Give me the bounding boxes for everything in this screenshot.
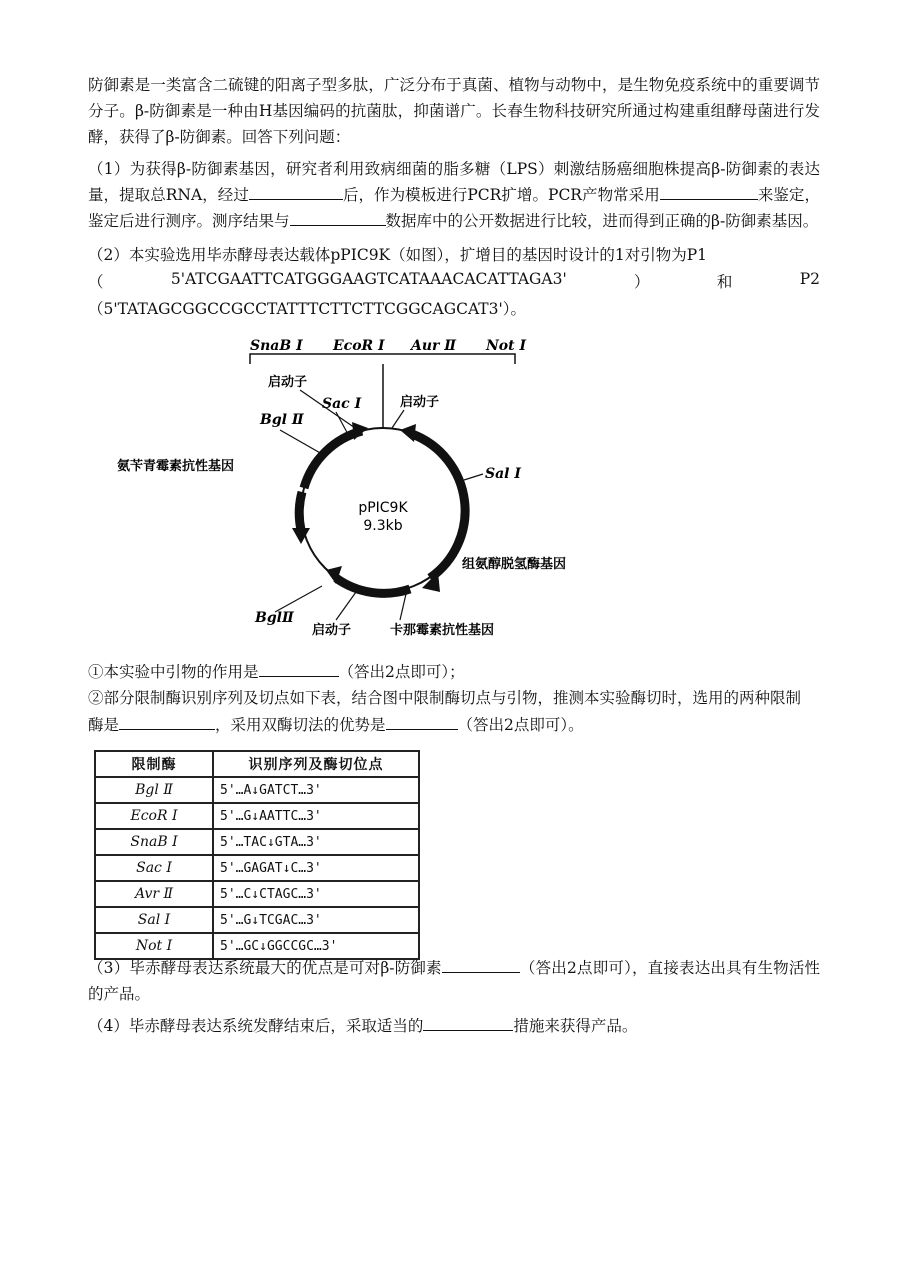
site-aur2-label: Aur Ⅱ <box>411 338 457 354</box>
neo-gene-label: 氨苄青霉素抗性基因 <box>117 459 235 474</box>
promoter-arc-left <box>304 431 362 488</box>
q2-sub2-text-a: ②部分限制酶识别序列及切点如下表，结合图中限制酶切点与引物，推测本实验酶切时，选用的两种限制 <box>88 689 802 707</box>
q2-sub-2-line-1 <box>88 686 820 708</box>
primer-p2-label: P2 <box>799 270 820 288</box>
q4-text-2: 措施来获得产品。 <box>513 1017 638 1035</box>
arrowhead-promoter-left <box>352 422 368 440</box>
table-row <box>95 803 419 829</box>
enzyme-sequence: 5'…G↓AATTC…3' <box>213 803 419 829</box>
enzyme-sequence: 5'…GC↓GGCCGC…3' <box>213 933 419 959</box>
q3-text-1: （3）毕赤酵母表达系统最大的优点是可对β-防御素 <box>88 959 442 977</box>
q2-sub2-text-d: （答出2点即可）。 <box>457 716 584 734</box>
plasmid-name: pPIC9K <box>358 500 408 516</box>
resistance-arc-left <box>299 492 302 530</box>
primer-p1-sequence: 5'ATCGAATTCATGGGAAGTCATAAACACATTAGA3' <box>170 270 567 288</box>
q2-sub-1 <box>88 660 820 682</box>
sac1-label: Sac Ⅰ <box>322 396 362 412</box>
q2-sub1-blank[interactable] <box>259 660 339 677</box>
intro-text: 防御素是一类富含二硫键的阳离子型多肽，广泛分布于真菌、植物与动物中，是生物免疫系统中的重要调节分子。β-防御素是一种由H基因编码的抗菌肽，抑菌谱广。长春生物科技研究所通过构建重组酵母菌进行发酵，获得了β-防御素。回答下列问题： <box>88 76 820 146</box>
site-ecor1-label: EcoR Ⅰ <box>333 338 385 354</box>
promoter-pointer-bottom <box>336 592 356 620</box>
enzyme-name: Sal Ⅰ <box>95 907 213 933</box>
enzyme-sequence: 5'…A↓GATCT…3' <box>213 777 419 803</box>
q4-text-1: （4）毕赤酵母表达系统发酵结束后，采取适当的 <box>88 1017 424 1035</box>
q2-line-1 <box>88 243 820 265</box>
enzyme-name: Not Ⅰ <box>95 933 213 959</box>
enzyme-sequence: 5'…G↓TCGAC…3' <box>213 907 419 933</box>
table-header-enzyme: 限制酶 <box>95 751 213 777</box>
plasmid-map-diagram <box>100 330 620 650</box>
q2-and: 和 <box>716 273 733 291</box>
promoter-label-top: 启动子 <box>268 375 308 390</box>
q3-blank[interactable] <box>442 956 520 973</box>
table-header-row <box>95 751 419 777</box>
bgl2-top-label: Bgl Ⅱ <box>260 412 304 428</box>
mcs-bracket <box>250 354 515 364</box>
q2-p2-line <box>88 297 820 319</box>
q2-sub-2-line-2 <box>88 713 820 735</box>
sal1-label: Sal Ⅰ <box>485 466 521 482</box>
q2-paren-open: （ <box>88 273 104 291</box>
table-row <box>95 907 419 933</box>
q1-text-4: 数据库中的公开数据进行比较，进而得到正确的β-防御素基因。 <box>385 212 819 230</box>
primer-p2-sequence: （5'TATAGCGGCCGCCTATTTCTTCTTCGGCAGCAT3'）。 <box>88 300 527 318</box>
intro-paragraph <box>88 72 820 150</box>
enzyme-sequence: 5'…TAC↓GTA…3' <box>213 829 419 855</box>
restriction-enzyme-table <box>94 750 420 960</box>
question-1 <box>88 156 820 234</box>
q1-text-3: 来鉴定，鉴定后进行测序。测序结果与 <box>88 186 820 230</box>
q2-text-1: （2）本实验选用毕赤酵母表达载体pPIC9K（如图），扩增目的基因时设计的1对引物为P1 <box>88 246 708 264</box>
q3-text-2: （答出2点即可），直接表达出具有生物活性的产品。 <box>88 959 820 1003</box>
enzyme-name: Bgl Ⅱ <box>95 777 213 803</box>
table-row <box>95 829 419 855</box>
q1-blank-2[interactable] <box>660 183 758 200</box>
table-row <box>95 881 419 907</box>
bgl2-bottom-label: BglⅡ <box>255 610 294 626</box>
q2-primer-line <box>88 270 820 292</box>
promoter-label-bottom: 启动子 <box>312 623 352 638</box>
q2-sub1-text-a: ①本实验中引物的作用是 <box>88 663 259 681</box>
q2-sub2-text-c: ，采用双酶切法的优势是 <box>215 716 386 734</box>
question-3 <box>88 955 820 1007</box>
q2-sub2-blank-1[interactable] <box>119 713 215 730</box>
q1-blank-3[interactable] <box>290 209 386 226</box>
site-snab1-label: SnaB Ⅰ <box>250 338 303 354</box>
bgl2-bottom-pointer <box>275 586 322 612</box>
arrowhead-promoter-right <box>400 424 416 442</box>
promoter-pointer-right <box>392 410 404 428</box>
kan-gene-label: 卡那霉素抗性基因 <box>390 623 495 638</box>
q2-sub2-blank-2[interactable] <box>386 713 458 730</box>
his-gene-label: 组氨醇脱氢酶基因 <box>462 557 567 572</box>
enzyme-sequence: 5'…GAGAT↓C…3' <box>213 855 419 881</box>
q1-blank-1[interactable] <box>249 183 343 200</box>
question-4 <box>88 1014 820 1036</box>
kan-gene-pointer <box>400 594 406 620</box>
enzyme-sequence: 5'…C↓CTAGC…3' <box>213 881 419 907</box>
kan-gene-arc <box>336 578 410 593</box>
site-not1-label: Not Ⅰ <box>486 338 527 354</box>
q1-text-1: （1）为获得β-防御素基因，研究者利用致病细菌的脂多糖（LPS）刺激结肠癌细胞株提高β-防御素的表达量，提取总RNA，经过 <box>88 160 820 204</box>
his-gene-arc <box>412 434 465 578</box>
enzyme-name: Avr Ⅱ <box>95 881 213 907</box>
q2-sub2-text-b: 酶是 <box>88 716 120 734</box>
table-row <box>95 855 419 881</box>
q4-blank[interactable] <box>423 1014 513 1031</box>
bgl2-top-pointer <box>280 430 322 454</box>
enzyme-name: Sac Ⅰ <box>95 855 213 881</box>
plasmid-size: 9.3kb <box>363 518 403 534</box>
q2-paren-close: ） <box>634 273 650 291</box>
q1-text-2: 后，作为模板进行PCR扩增。PCR产物常采用 <box>342 186 660 204</box>
sal1-pointer <box>464 474 483 480</box>
table-row <box>95 777 419 803</box>
table-header-sequence: 识别序列及酶切位点 <box>213 751 419 777</box>
enzyme-name: SnaB Ⅰ <box>95 829 213 855</box>
q2-sub1-text-b: （答出2点即可）； <box>338 663 465 681</box>
promoter-label-right: 启动子 <box>400 395 440 410</box>
enzyme-name: EcoR Ⅰ <box>95 803 213 829</box>
